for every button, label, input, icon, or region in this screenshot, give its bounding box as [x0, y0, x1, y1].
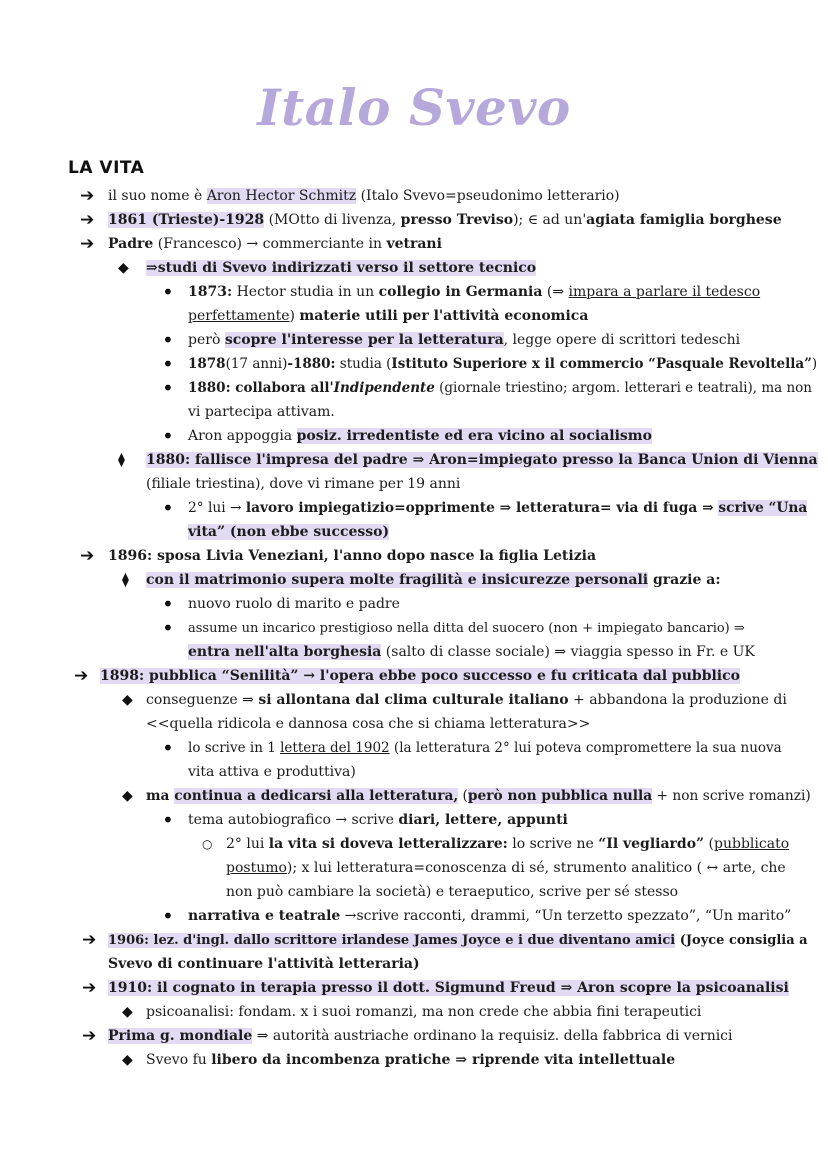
- text-line: Padre (Francesco) → commerciante in vetrani: [108, 236, 442, 252]
- text-line: Aron appoggia posiz. irredentiste ed era vicino al socialismo: [188, 428, 652, 444]
- text-line: il suo nome è Aron Hector Schmitz (Italo Svevo=pseudonimo letterario): [108, 188, 620, 204]
- diamond-bullet-icon: ◆: [118, 260, 129, 276]
- page-title: Italo Svevo: [257, 78, 571, 137]
- dot-bullet-icon: •: [162, 376, 174, 400]
- text-line: 2° lui la vita si doveva letteralizzare: lo scrive ne “Il vegliardo” (pubblicato: [226, 836, 790, 852]
- diamond-bullet-icon: ◆: [122, 1004, 133, 1020]
- text-line: vita” (non ebbe successo): [188, 524, 390, 540]
- text-line: Svevo fu libero da incombenza pratiche ⇒ riprende vita intellettuale: [146, 1052, 676, 1068]
- text-line: Prima g. mondiale ⇒ autorità austriache ordinano la requisiz. della fabbrica di vernici: [108, 1028, 733, 1044]
- dot-bullet-icon: •: [162, 496, 174, 520]
- text-line: nuovo ruolo di marito e padre: [188, 596, 400, 612]
- text-line: conseguenze ⇒ si allontana dal clima culturale italiano + abbandona la produzione di: [146, 692, 787, 708]
- arrow-bullet-icon: ➔: [80, 210, 95, 230]
- dot-bullet-icon: •: [162, 328, 174, 352]
- arrow-bullet-icon: ➔: [80, 234, 95, 254]
- arrow-bullet-icon: ➔: [82, 978, 97, 998]
- arrow-bullet-icon: ➔: [82, 930, 97, 950]
- text-line: però scopre l'interesse per la letteratura, legge opere di scrittori tedeschi: [188, 332, 741, 348]
- text-line: lo scrive in 1 lettera del 1902 (la letteratura 2° lui poteva compromettere la sua nuova: [188, 740, 782, 756]
- text-line: narrativa e teatrale →scrive racconti, drammi, “Un terzetto spezzato”, “Un marito”: [188, 908, 792, 924]
- text-line: 1906: lez. d'ingl. dallo scrittore irlandese James Joyce e i due diventano amici (Joyce consiglia a: [108, 933, 808, 948]
- dot-bullet-icon: •: [162, 280, 174, 304]
- text-line: psicoanalisi: fondam. x i suoi romanzi, ma non crede che abbia fini terapeutici: [146, 1004, 702, 1020]
- diamond-bullet-icon: ◆: [122, 788, 133, 804]
- arrow-bullet-icon: ➔: [82, 1026, 97, 1046]
- arrow-bullet-icon: ➔: [74, 666, 89, 686]
- circle-bullet-icon: ○: [202, 837, 213, 851]
- text-line: con il matrimonio supera molte fragilità e insicurezze personali grazie a:: [146, 572, 721, 588]
- dot-bullet-icon: •: [162, 904, 174, 928]
- diamond-bullet-icon: ⧫: [118, 452, 125, 468]
- dot-bullet-icon: •: [162, 592, 174, 616]
- dot-bullet-icon: •: [162, 616, 174, 640]
- text-line: perfettamente) materie utili per l'attività economica: [188, 308, 589, 324]
- text-line: 1873: Hector studia in un collegio in Germania (⇒ impara a parlare il tedesco: [188, 284, 761, 300]
- section-heading: LA VITA: [68, 158, 145, 178]
- text-line: ma continua a dedicarsi alla letteratura, (però non pubblica nulla + non scrive romanzi): [146, 788, 811, 804]
- text-line: 1898: pubblica “Senilità” → l'opera ebbe poco successo e fu criticata dal pubblico: [100, 668, 740, 684]
- text-line: non può cambiare la società) e teraeputico, scrive per sé stesso: [226, 884, 679, 900]
- dot-bullet-icon: •: [162, 424, 174, 448]
- arrow-bullet-icon: ➔: [80, 186, 95, 206]
- text-line: 1880: collabora all'Indipendente (giornale triestino; argom. letterari e teatrali), ma non: [188, 380, 812, 396]
- diamond-bullet-icon: ⧫: [122, 572, 129, 588]
- text-line: 1910: il cognato in terapia presso il dott. Sigmund Freud ⇒ Aron scopre la psicoanalisi: [108, 980, 789, 996]
- text-line: tema autobiografico → scrive diari, lettere, appunti: [188, 812, 568, 828]
- text-line: ⇒studi di Svevo indirizzati verso il settore tecnico: [146, 260, 537, 276]
- text-line: 2° lui → lavoro impiegatizio=opprimente ⇒ letteratura= via di fuga ⇒ scrive “Una: [188, 500, 808, 516]
- diamond-bullet-icon: ◆: [122, 1052, 133, 1068]
- text-line: postumo); x lui letteratura=conoscenza di sé, strumento analitico ( ↔ arte, che: [226, 860, 786, 876]
- text-line: 1880: fallisce l'impresa del padre ⇒ Aron=impiegato presso la Banca Union di Vienna: [146, 452, 818, 468]
- text-line: Svevo di continuare l'attività letteraria): [108, 956, 420, 972]
- dot-bullet-icon: •: [162, 352, 174, 376]
- text-line: assume un incarico prestigioso nella ditta del suocero (non + impiegato bancario) ⇒: [188, 621, 745, 636]
- text-line: vi partecipa attivam.: [188, 404, 335, 420]
- text-line: 1896: sposa Livia Veneziani, l'anno dopo nasce la figlia Letizia: [108, 548, 597, 564]
- dot-bullet-icon: •: [162, 808, 174, 832]
- text-line: 1861 (Trieste)-1928 (MOtto di livenza, presso Treviso); ∈ ad un'agiata famiglia borghese: [108, 212, 782, 228]
- text-line: <<quella ridicola e dannosa cosa che si chiama letteratura>>: [146, 716, 591, 732]
- text-line: 1878(17 anni)-1880: studia (Istituto Superiore x il commercio “Pasquale Revoltella”): [188, 356, 818, 372]
- text-line: vita attiva e produttiva): [188, 764, 356, 780]
- dot-bullet-icon: •: [162, 736, 174, 760]
- arrow-bullet-icon: ➔: [80, 546, 95, 566]
- diamond-bullet-icon: ◆: [122, 692, 133, 708]
- text-line: (filiale triestina), dove vi rimane per 19 anni: [146, 476, 461, 492]
- text-line: entra nell'alta borghesia (salto di classe sociale) ⇒ viaggia spesso in Fr. e UK: [188, 644, 755, 660]
